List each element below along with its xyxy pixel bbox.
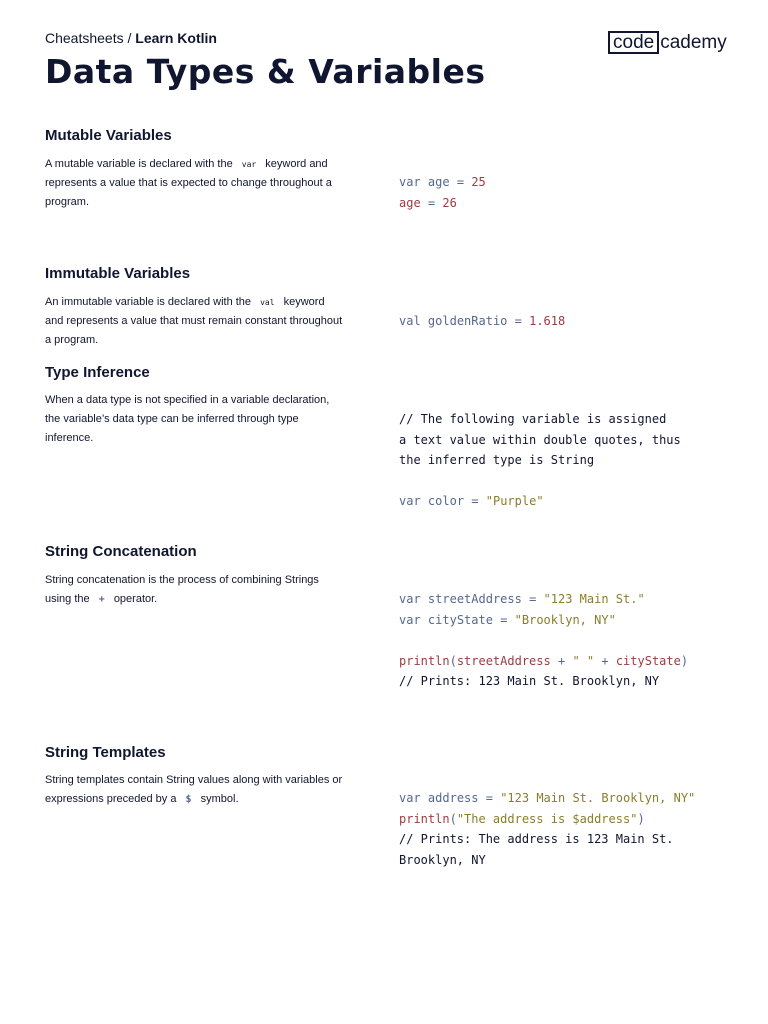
code-comment: Brooklyn, NY xyxy=(399,852,486,867)
desc-text: keyword and represents a value that is expected to change throughout a program. xyxy=(45,158,332,208)
breadcrumb-current[interactable]: Learn Kotlin xyxy=(135,30,217,46)
section-desc-concat xyxy=(45,571,345,609)
code-line: var cityState = "Brooklyn, NY" xyxy=(399,612,616,627)
code-block-templates xyxy=(399,788,739,870)
desc-text: String concatenation is the process of combining Strings using the xyxy=(45,574,319,605)
desc-text: keyword and represents a value that must remain constant throughout a program. xyxy=(45,296,343,346)
page-title: Data Types & Variables xyxy=(45,52,486,91)
section-desc-mutable xyxy=(45,155,345,212)
code-line: println("The address is $address") xyxy=(399,811,645,826)
desc-text: A mutable variable is declared with the xyxy=(45,158,233,170)
code-line: println(streetAddress + " " + cityState) xyxy=(399,653,689,668)
code-comment: // Prints: 123 Main St. Brooklyn, NY xyxy=(399,674,660,688)
code-block-inference xyxy=(399,409,739,512)
code-block-concat xyxy=(399,589,739,692)
codecademy-logo[interactable] xyxy=(608,31,727,54)
desc-text: operator. xyxy=(113,593,158,605)
inline-code-var: var xyxy=(241,160,257,169)
code-block-mutable xyxy=(399,172,739,213)
logo-boxed-text: code xyxy=(608,31,659,54)
code-comment: // The following variable is assigned xyxy=(399,412,667,426)
section-title-mutable: Mutable Variables xyxy=(45,127,172,144)
section-desc-immutable xyxy=(45,293,345,350)
desc-text: symbol. xyxy=(200,793,239,805)
code-block-immutable xyxy=(399,311,739,332)
logo-rest-text: cademy xyxy=(660,31,727,53)
code-line: val goldenRatio = 1.618 xyxy=(399,314,566,328)
code-line: var address = "123 Main St. Brooklyn, NY" xyxy=(399,791,696,805)
code-line: var color = "Purple" xyxy=(399,494,544,508)
inline-code-plus: + xyxy=(98,594,105,605)
section-title-concat: String Concatenation xyxy=(45,543,197,560)
section-desc-inference: When a data type is not specified in a variable declaration, the variable’s data type can be inferred through type inference. xyxy=(45,394,330,444)
code-comment: // Prints: The address is 123 Main St. xyxy=(399,832,674,846)
code-comment: a text value within double quotes, thus xyxy=(399,432,681,447)
code-line: var age = 25 xyxy=(399,175,486,189)
code-line: var streetAddress = "123 Main St." xyxy=(399,592,645,606)
breadcrumb xyxy=(45,30,217,46)
section-title-inference: Type Inference xyxy=(45,364,150,381)
section-desc-templates xyxy=(45,771,345,809)
breadcrumb-separator: / xyxy=(127,30,132,46)
breadcrumb-cheatsheets-link[interactable]: Cheatsheets xyxy=(45,30,124,46)
section-title-templates: String Templates xyxy=(45,744,166,761)
section-title-immutable: Immutable Variables xyxy=(45,265,191,282)
inline-code-dollar: $ xyxy=(185,794,192,805)
inline-code-val: val xyxy=(260,298,275,307)
desc-text: An immutable variable is declared with the xyxy=(45,296,252,308)
code-line: age = 26 xyxy=(399,195,457,210)
desc-text: String templates contain String values along with variables or expressions preceded by a xyxy=(45,774,343,805)
code-comment: the inferred type is String xyxy=(399,453,595,467)
